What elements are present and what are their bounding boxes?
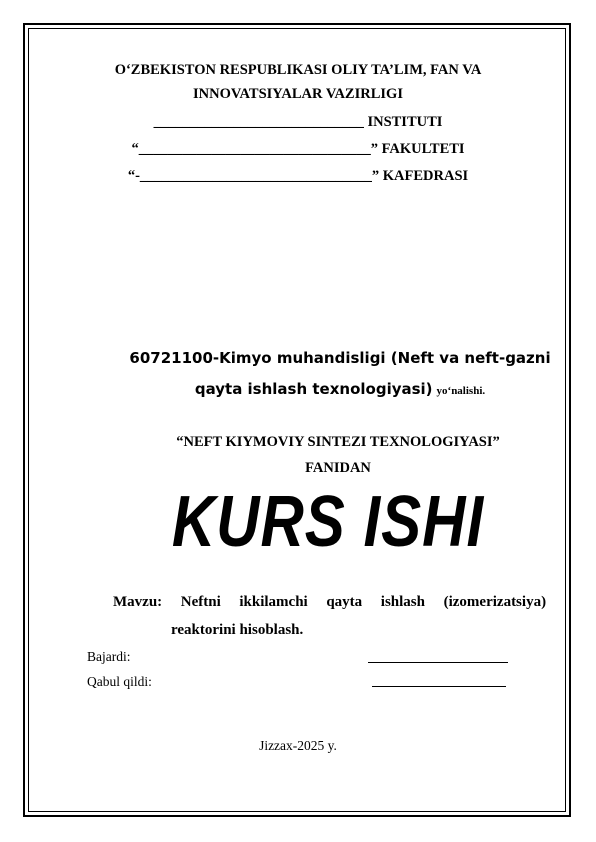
topic-word: Mavzu: (113, 594, 163, 610)
accepted-by-label: Qabul qildi: (87, 674, 152, 689)
department-line: “-________________________________” KAFEDRASI (127, 168, 469, 184)
topic-word: Neftni (180, 594, 221, 610)
topic-word: ishlash (380, 594, 425, 610)
topic-line-2: reaktorini hisoblash. (171, 622, 304, 638)
done-by-label: Bajardi: (87, 649, 131, 664)
ministry-line-1: O‘ZBEKISTON RESPUBLIKASI OLIY TA’LIM, FAN VA (114, 62, 482, 78)
topic-word: (izomerizatsiya) (443, 594, 547, 610)
subject-line-1: “NEFT KIYMOVIY SINTEZI TEXNOLOGIYASI” (176, 434, 500, 450)
specialty-line-2 (42, 380, 596, 399)
faculty-line: “________________________________” FAKULTETI (131, 141, 465, 157)
accepted-by-signature-line (372, 686, 506, 687)
city-year: Jizzax-2025 y. (259, 738, 337, 753)
topic-word: qayta (326, 594, 363, 610)
specialty-line-1: 60721100-Kimyo muhandisligi (Neft va neft-gazni (129, 349, 551, 367)
done-by-signature-line (368, 662, 508, 663)
specialty-suffix: yo‘nalishi. (436, 385, 486, 397)
subject-line-2: FANIDAN (305, 460, 371, 476)
ministry-line-2: INNOVATSIYALAR VAZIRLIGI (193, 86, 403, 102)
document-title: KURS ISHI (171, 481, 485, 562)
specialty-name: qayta ishlash texnologiyasi) (194, 380, 433, 398)
institute-line: _____________________________ INSTITUTI (153, 114, 443, 130)
topic-word: ikkilamchi (239, 594, 308, 610)
topic-line-1 (113, 594, 546, 611)
